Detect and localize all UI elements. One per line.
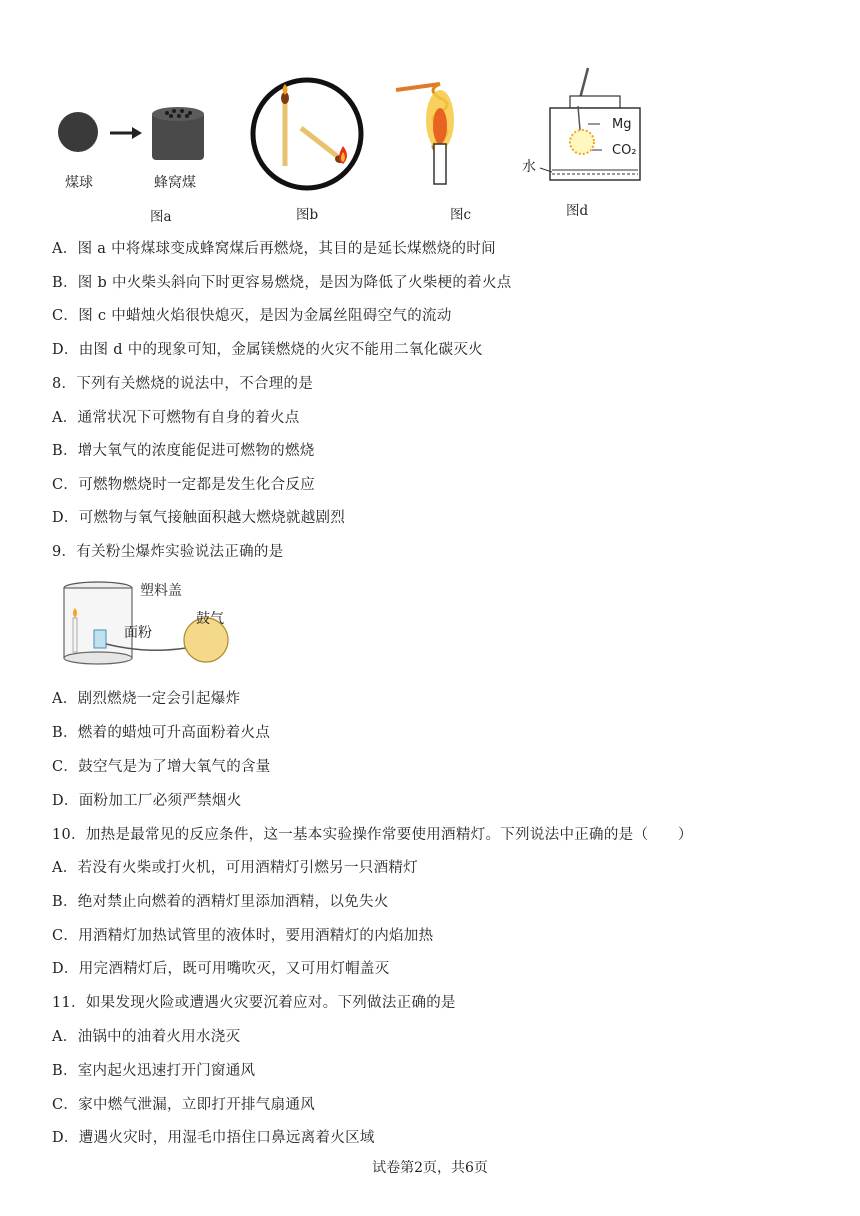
q9-stem: 9．有关粉尘爆炸实验说法正确的是 (52, 544, 284, 560)
q8-stem: 8．下列有关燃烧的说法中，不合理的是 (52, 376, 314, 392)
fig-d-label-mg: Mg (612, 117, 632, 132)
figure-d-mg-in-co2 (530, 66, 650, 190)
caption-figure-c: 图c (450, 207, 472, 223)
q8-option-d: D．可燃物与氧气接触面积越大燃烧就越剧烈 (52, 510, 346, 526)
q11-option-a: A．油锅中的油着火用水浇灭 (52, 1029, 241, 1045)
q11-option-b: B．室内起火迅速打开门窗通风 (52, 1063, 256, 1079)
caption-figure-d: 图d (566, 203, 589, 219)
q11-option-c: C．家中燃气泄漏，立即打开排气扇通风 (52, 1097, 315, 1113)
candle-image (73, 618, 77, 652)
figure-row-q7 (50, 62, 670, 232)
q11-stem: 11．如果发现火险或遭遇火灾要沉着应对。下列做法正确的是 (52, 995, 456, 1011)
q7-option-b: B．图 b 中火柴头斜向下时更容易燃烧，是因为降低了火柴梗的着火点 (52, 275, 512, 291)
fig-d-label-water: 水 (522, 159, 536, 175)
q9-label-flour: 面粉 (124, 625, 152, 641)
q7-option-c: C．图 c 中蜡烛火焰很快熄灭，是因为金属丝阻碍空气的流动 (52, 308, 452, 324)
coal-ball-image (58, 112, 98, 152)
q7-option-a: A．图 a 中将煤球变成蜂窝煤后再燃烧，其目的是延长煤燃烧的时间 (52, 241, 496, 257)
q8-option-c: C．可燃物燃烧时一定都是发生化合反应 (52, 477, 315, 493)
q8-option-a: A．通常状况下可燃物有自身的着火点 (52, 410, 300, 426)
q9-label-blow: 鼓气 (196, 611, 224, 627)
q10-option-d: D．用完酒精灯后，既可用嘴吹灭，又可用灯帽盖灭 (52, 961, 390, 977)
q9-option-b: B．燃着的蜡烛可升高面粉着火点 (52, 725, 271, 741)
q11-option-d: D．遭遇火灾时，用湿毛巾捂住口鼻远离着火区域 (52, 1130, 375, 1146)
q10-option-a: A．若没有火柴或打火机，可用酒精灯引燃另一只酒精灯 (52, 860, 418, 876)
caption-figure-b: 图b (296, 207, 319, 223)
q8-option-b: B．增大氧气的浓度能促进可燃物的燃烧 (52, 443, 315, 459)
q7-option-d: D．由图 d 中的现象可知，金属镁燃烧的火灾不能用二氧化碳灭火 (52, 342, 483, 358)
figure-c-candle-coil (394, 62, 486, 192)
figure-b-match (247, 76, 367, 192)
fig-d-label-co2: CO₂ (612, 143, 637, 158)
candle-image (434, 144, 446, 184)
caption-figure-a: 图a (150, 209, 172, 225)
q10-option-b: B．绝对禁止向燃着的酒精灯里添加酒精，以免失火 (52, 894, 389, 910)
q9-label-lid: 塑料盖 (140, 583, 182, 599)
fig-a-label-honeycomb: 蜂窝煤 (154, 175, 196, 191)
q9-option-a: A．剧烈燃烧一定会引起爆炸 (52, 691, 241, 707)
burning-mg-icon (570, 130, 594, 154)
fig-a-label-coal-ball: 煤球 (65, 175, 93, 191)
page-footer: 试卷第2页，共6页 (372, 1160, 488, 1176)
q10-option-c: C．用酒精灯加热试管里的液体时，要用酒精灯的内焰加热 (52, 928, 434, 944)
flour-cup-image (94, 630, 106, 648)
q9-option-d: D．面粉加工厂必须严禁烟火 (52, 793, 242, 809)
arrow-icon (132, 127, 142, 139)
q9-option-c: C．鼓空气是为了增大氧气的含量 (52, 759, 271, 775)
q10-stem: 10．加热是最常见的反应条件，这一基本实验操作常要使用酒精灯。下列说法中正确的是（ ） (52, 827, 693, 843)
